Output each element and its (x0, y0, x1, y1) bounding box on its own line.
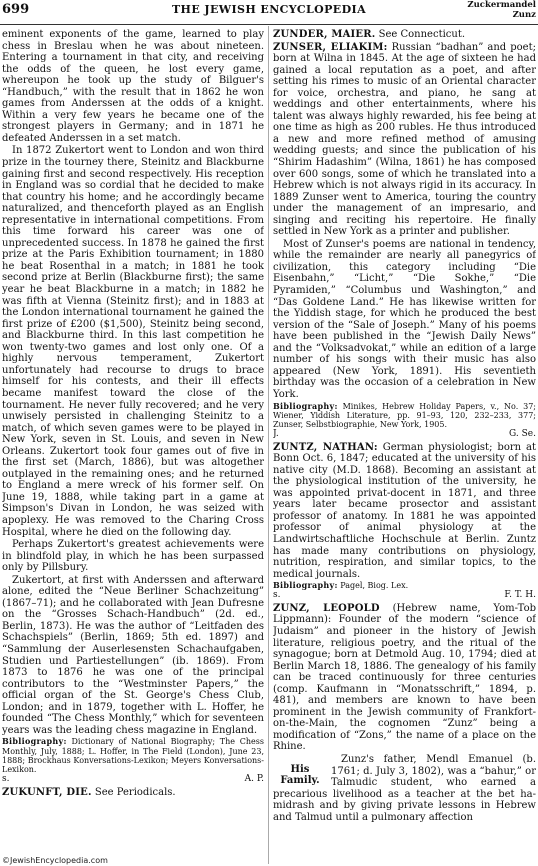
paragraph: Russian “badhan” and poet; born at Wilna in 1845. At the age of sixteen he had gained a local reputation as a poet, and after setting his rimes to music of an Oriental character for voice, orchestra, and piano, he sang at weddings and other entertainments, where his talent was always highly rewarded, his fee being at one time as high as 200 rubles. He thus introduced a new and more refined method of amusing wedding guests; and since the publication of his “Shirim Hadashim” (Wilna, 1861) he has composed over 600 songs, some of which he translated into a Hebrew which is not always rigid in its accuracy. In 1889 Zunser went to America, touring the country under the management of an impresario, and singing and reciting his repertoire. He finally settled in New York as a printer and publisher. (273, 41, 536, 238)
paragraph: Most of Zunser's poems are national in tendency, while the remainder are nearly all panegyrics of civilization, this category including “Die Eisenbahn,” “Licht,” “Die Sokhe,” “Die Pyramiden,” “Columbus und Washington,” and “Das Goldene Land.” He has likewise written for the Yiddish stage, for which he produced the best version of the “Sale of Joseph.” Many of his poems have been published in the “Jewish Daily News” and the “Volksadvokat,” while an edition of a large number of his songs with their music has also appeared (New York, 1891). His seventieth birthday was the occasion of a celebration in New York. (273, 238, 536, 400)
article-headword: ZUNSER, ELIAKIM: (273, 41, 388, 53)
cross-reference (273, 29, 536, 41)
article-zunser (273, 42, 536, 238)
headword-first: Zuckermandel (467, 0, 536, 10)
headword-last: Zunz (512, 10, 536, 20)
signature-author: F. T. H. (504, 590, 536, 601)
bibliography (273, 402, 536, 430)
page-header (0, 0, 538, 25)
bibliography (273, 581, 536, 590)
paragraph: Zukertort, at first with Anderssen and afterward alone, edited the “Neue Berliner Schachzeitung” (1867–71); and he collaborated with Jean Dufresne on the “Grosses Schach-Handbuch” (2d. ed., Berlin, 1873). He was the author of “Leitfaden des Schachspiels” (Berlin, 1869; 5th ed. 1897) and “Sammlung der Auserlesensten Schachaufgaben, Studien und Partiestellungen” (ib. 1869). From 1873 to 1876 he was one of the principal contributors to the “Westminster Papers,” the official organ of the St. George's Chess Club, London; and in 1879, together with L. Hoffer, he founded “The Chess Monthly,” which for seventeen years was the leading chess magazine in England. (2, 574, 264, 736)
paragraph: eminent exponents of the game, learned to play chess in Breslau when he was about nineteen. Entering a tournament in that city, and receiving the odds of the queen, he lost every game, whereupon he took up the study of Bilguer's “Handbuch,” with the result that in 1862 he won games from Anderssen at the odds of a knight. Within a very few years he became one of the strongest players in Germany; and in 1871 he defeated Anderssen in a set match. (2, 29, 264, 144)
paragraph: German physiologist; born at Bonn Oct. 6, 1847; educated at the university of his native city (M.D. 1868). Becoming an assistant at the physiological institution of the university, he was appointed privat-docent in 1871, and three years later became prosector and assistant professor of anatomy. In 1881 he was appointed professor of animal physiology at the Landwirtschaftliche Hochschule at Berlin. Zuntz has made many contributions on physiology, nutrition, respiration, and similar topics, to the medical journals. (273, 441, 536, 580)
signature-class: s. (2, 774, 10, 785)
cross-reference-text: See Periodicals. (91, 786, 176, 798)
running-title: THE JEWISH ENCYCLOPEDIA (171, 3, 367, 16)
watermark: ©JewishEncyclopedia.com (2, 856, 108, 865)
bibliography-label: Bibliography: (273, 580, 338, 591)
signature-class: s. (273, 590, 281, 601)
cross-reference (2, 787, 264, 799)
paragraph: In 1872 Zukertort went to London and won third prize in the tourney there, Steinitz and Blackburne gaining first and second respectively. His reception in England was so cordial that he decided to make that country his home; and he accordingly became naturalized, and thenceforth played as an English representative in international competitions. From this time forward his career was one of unprecedented success. In 1878 he gained the first prize at the Paris Exhibition tournament; in 1880 he beat Rosenthal in a match; in 1881 he took second prize at Berlin (Blackburne first); the same year he beat Blackburne in a match; in 1882 he was fifth at Vienna (Steinitz first); and in 1883 at the London international tournament he gained the first prize of £200 ($1,500), Steinitz being second, and Blackburne third. In this last competition he won twenty-two games and lost only one. Of a highly nervous temperament, Zukertort unfortunately had recourse to drugs to brace himself for his contests, and their ill effects became manifest toward the close of the tournament. He never fully recovered; and he very unwisely persisted in challenging Steinitz to a match, of which seven games were to be played in New York, seven in St. Louis, and seven in New Orleans. Zukertort took four games out of five in the first set (March, 1886), but was altogether outplayed in the remaining ones; and he returned to England a mere wreck of his former self. On June 19, 1888, while taking part in a game at Simpson's Divan in London, he was seized with apoplexy. He was removed to the Charing Cross Hospital, where he died on the following day. (2, 145, 264, 538)
signature-author: A. P. (244, 774, 264, 785)
paragraph: (Hebrew name, Yom-Tob Lippmann): Founder of the modern “science of Judaism” and pioneer in the history of Jewish literature, religious poetry, and the ritual of the synagogue; born at Detmold Aug. 10, 1794; died at Berlin March 18, 1886. The genealogy of his family can be traced continuously for three centuries (comp. Kaufmann in “Monatsschrift,” 1894, p. 481), and members are known to have been prominent in the Jewish community of Frankfort-on-the-Main, the cognomen “Zunz” being a modification of “Zons,” the name of a place on the Rhine. (273, 602, 536, 753)
article-headword: ZUNTZ, NATHAN: (273, 441, 378, 453)
headwords (467, 0, 536, 20)
page-number: 699 (2, 2, 30, 17)
signature-class: J. (273, 429, 279, 440)
paragraph: Zunz's father, Mendl Emanuel (b. 1761; d. July 3, 1802), was a “bahur,” or Talmudic student, who earned a precarious livelihood as a teacher at the bet ha-midrash and by giving private lessons in Hebrew and Talmud until a pulmonary affection (273, 753, 536, 823)
signature-line (273, 429, 536, 440)
signature-line (273, 590, 536, 601)
cross-reference-text: See Connecticut. (375, 29, 466, 40)
right-column (273, 29, 536, 865)
bibliography (2, 737, 264, 774)
article-zuntz (273, 442, 536, 581)
paragraph: Perhaps Zukertort's greatest achievements were in blindfold play, in which he has been surpassed only by Pillsbury. (2, 539, 264, 574)
bibliography-label: Bibliography: (273, 400, 338, 411)
article-headword: ZUNDER, MAIER. (273, 29, 376, 40)
article-headword: ZUNZ, LEOPOLD (273, 602, 380, 614)
bibliography-text: Minikes, Hebrew Holiday Papers, v., No. 37; Wiener, Yiddish Literature, pp. 91–93, 120, 232–233, 377; Zunser, Selbstbiographie, New York, 1905. (273, 401, 536, 429)
article-zunz (273, 603, 536, 753)
signature-line (2, 774, 264, 785)
bibliography-text: Dictionary of National Biography; The Chess Monthly, July, 1888; L. Hoffer, in The Field (London), June 23, 1888; Brockhaus Konversations-Lexikon; Meyers Konversations-Lexikon. (2, 737, 264, 774)
left-column (2, 29, 264, 865)
bibliography-text: Pagel, Biog. Lex. (337, 581, 409, 591)
bibliography-label: Bibliography: (2, 736, 67, 747)
signature-author: G. Se. (509, 429, 536, 440)
column-rule (268, 26, 269, 864)
side-note: His Family. (280, 763, 320, 787)
article-headword: ZUKUNFT, DIE. (2, 786, 92, 798)
